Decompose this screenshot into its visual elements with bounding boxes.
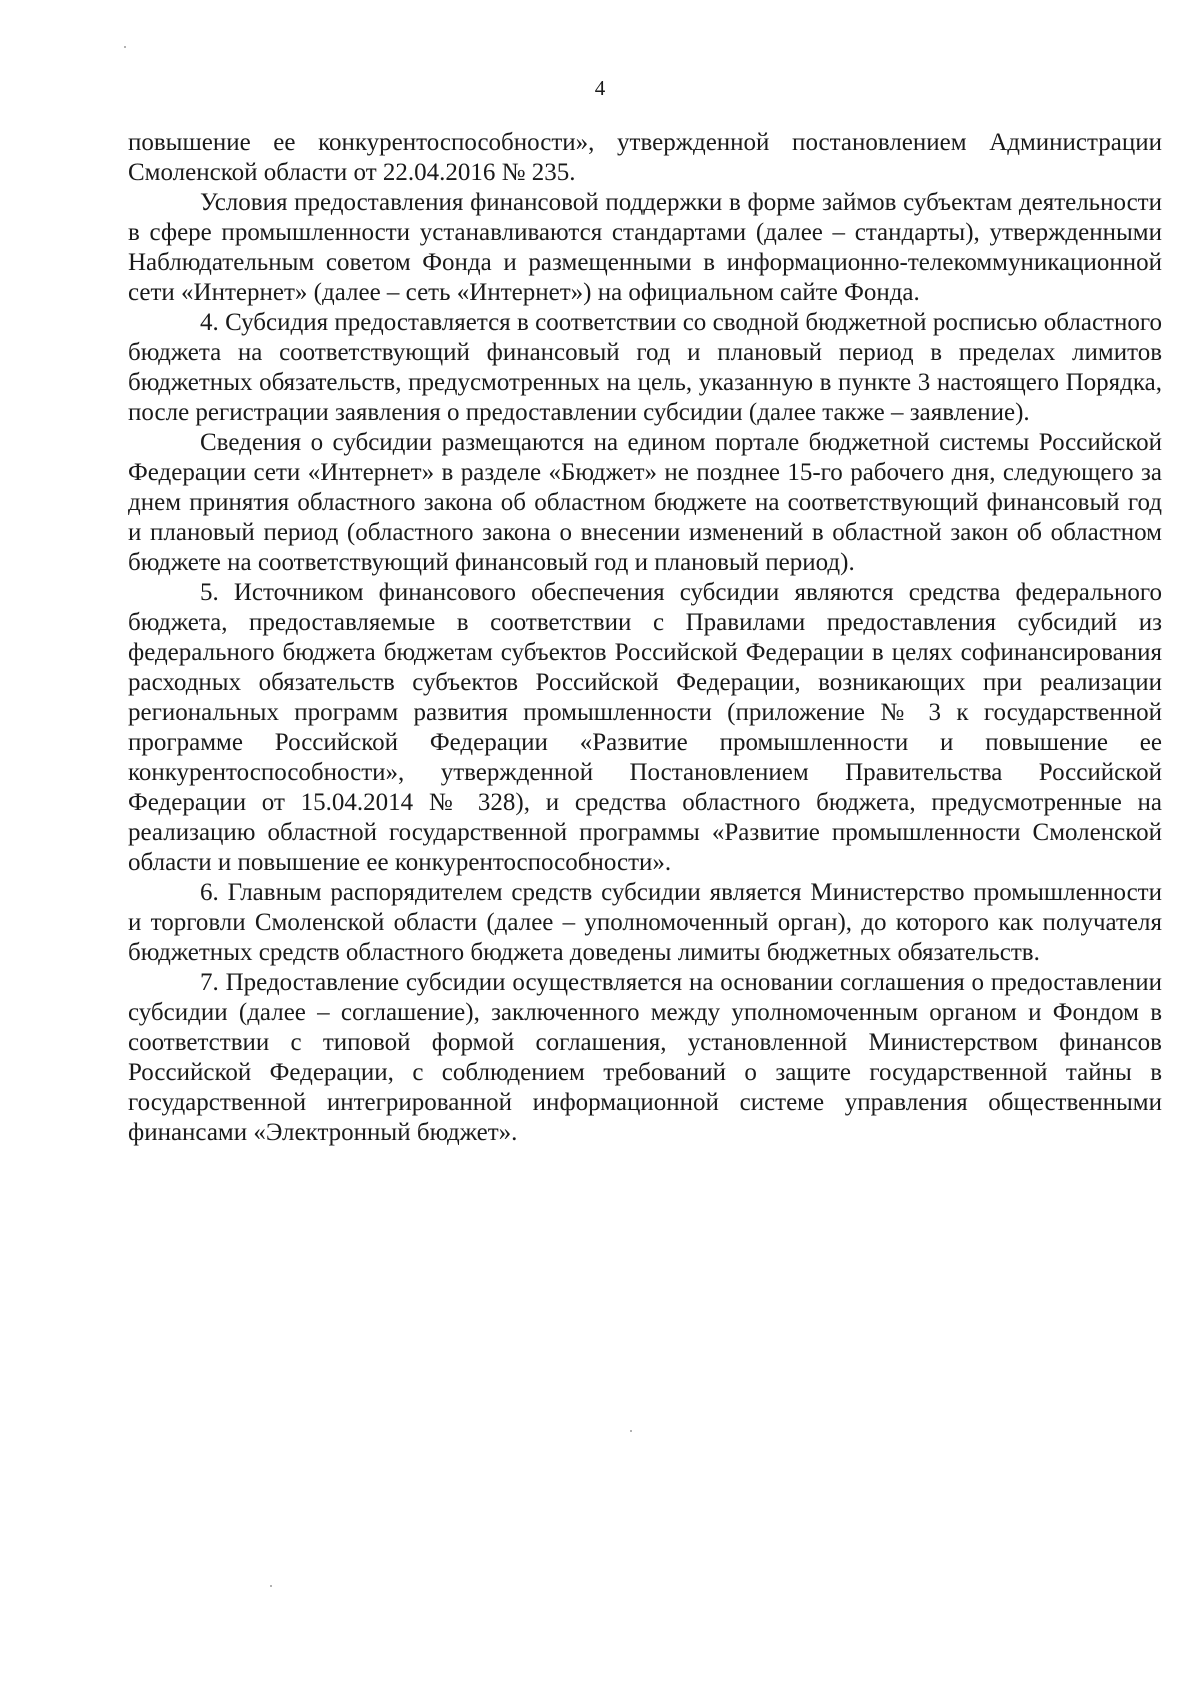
scan-speck bbox=[270, 1585, 272, 1587]
paragraph-subsidy-info: Сведения о субсидии размещаются на едином портале бюджетной системы Российской Федерации сети «Интернет» в разделе «Бюджет» не позднее 15-го рабочего дня, следующего за днем принятия областного закона об областном бюджете на соответствующий финансовый год и плановый период (областного закона о внесении изменений в областной закон об областном бюджете на соответствующий финансовый год и плановый период). bbox=[128, 429, 1162, 576]
paragraph-loan-conditions: Условия предоставления финансовой поддержки в форме займов субъектам деятельности в сфере промышленности устанавливаются стандартами (далее – стандарты), утвержденными Наблюдательным советом Фонда и размещенными в информационно-телекоммуникационной сети «Интернет» (далее – сеть «Интернет») на официальном сайте Фонда. bbox=[128, 189, 1162, 306]
paragraph-item-7: 7. Предоставление субсидии осуществляется на основании соглашения о предоставлении субсидии (далее – соглашение), заключенного между уполномоченным органом и Фондом в соответствии с типовой формой соглашения, установленной Министерством финансов Российской Федерации, с соблюдением требований о защите государственной тайны в государственной интегрированной информационной системе управления общественными финансами «Электронный бюджет». bbox=[128, 969, 1162, 1146]
document-body bbox=[128, 128, 1162, 1148]
scan-speck bbox=[630, 1430, 632, 1432]
paragraph-continuation: повышение ее конкурентоспособности», утвержденной постановлением Администрации Смоленской области от 22.04.2016 № 235. bbox=[128, 129, 1162, 186]
paragraph-item-5: 5. Источником финансового обеспечения субсидии являются средства федерального бюджета, предоставляемые в соответствии с Правилами предоставления субсидий из федерального бюджета бюджетам субъектов Российской Федерации в целях софинансирования расходных обязательств субъектов Российской Федерации, возникающих при реализации региональных программ развития промышленности (приложение № 3 к государственной программе Российской Федерации «Развитие промышленности и повышение ее конкурентоспособности», утвержденной Постановлением Правительства Российской Федерации от 15.04.2014 № 328), и средства областного бюджета, предусмотренные на реализацию областной государственной программы «Развитие промышленности Смоленской области и повышение ее конкурентоспособности». bbox=[128, 579, 1162, 876]
scan-speck bbox=[124, 46, 126, 48]
paragraph-item-4: 4. Субсидия предоставляется в соответствии со сводной бюджетной росписью областного бюджета на соответствующий финансовый год и плановый период в пределах лимитов бюджетных обязательств, предусмотренных на цель, указанную в пункте 3 настоящего Порядка, после регистрации заявления о предоставлении субсидии (далее также – заявление). bbox=[128, 309, 1162, 426]
paragraph-item-6: 6. Главным распорядителем средств субсидии является Министерство промышленности и торговли Смоленской области (далее – уполномоченный орган), до которого как получателя бюджетных средств областного бюджета доведены лимиты бюджетных обязательств. bbox=[128, 879, 1162, 966]
page-number: 4 bbox=[594, 76, 606, 100]
